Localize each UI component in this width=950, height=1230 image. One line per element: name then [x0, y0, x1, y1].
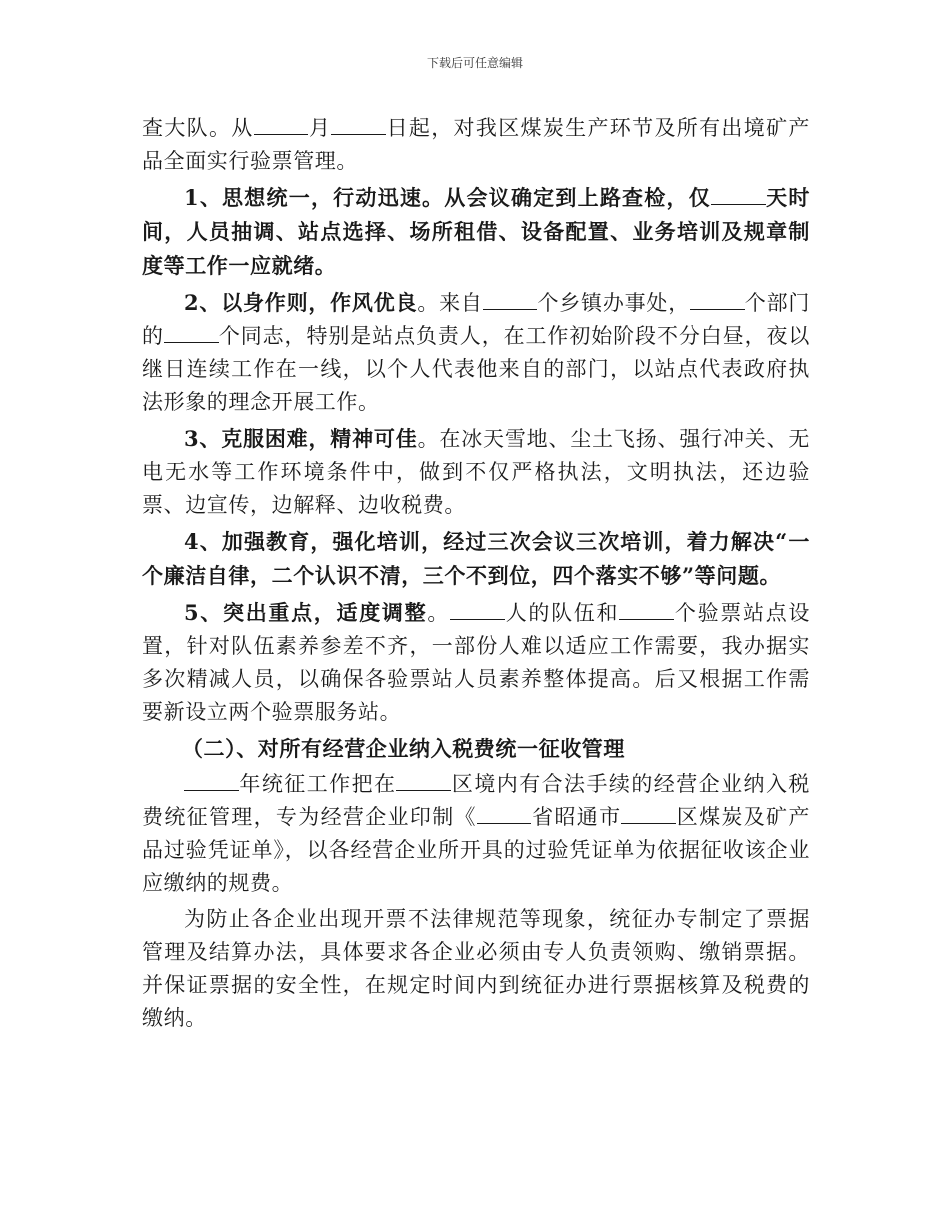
- paragraph-item-1: [142, 181, 810, 283]
- text-run: 查大队。从: [142, 116, 254, 140]
- paragraph-body-1: [142, 768, 810, 900]
- paragraph-continuation: [142, 112, 810, 178]
- text-run: 日起，对我区煤炭生产环节及所有出境矿产品全面实行验票管理。: [142, 116, 810, 173]
- blank-field: [690, 289, 745, 310]
- text-run: 为防止各企业出现开票不法律规范等现象，统征办专制定了票据管理及结算办法，具体要求各企业必须由专人负责领购、缴销票据。并保证票据的安全性，在规定时间内到统征办进行票据核算及税费的缴纳。: [142, 907, 810, 1030]
- text-run: 省昭通市: [531, 805, 622, 829]
- text-run: 年统征工作把在: [238, 772, 397, 796]
- text-run: 个乡镇办事处，: [537, 291, 691, 315]
- item-lead: 2、以身作则，作风优良: [184, 290, 418, 315]
- text-run: 。: [427, 601, 451, 625]
- blank-field: [164, 322, 219, 343]
- blank-field: [450, 599, 505, 620]
- text-run: 。来自: [417, 291, 483, 315]
- text-run: 1、思想统一，行动迅速。从会议确定到上路查检，仅: [184, 185, 711, 210]
- blank-field: [711, 184, 766, 205]
- blank-field: [477, 803, 532, 824]
- text-run: 区境内有合法手续的经营企业纳入税费统征管理，专为经营企业印制《: [142, 772, 810, 829]
- paragraph-body-2: [142, 903, 810, 1035]
- blank-field: [483, 289, 538, 310]
- text-run: 。在冰天雪地、尘土飞扬、强行冲关、无电无水等工作环境条件中，做到不仅严格执法，文明执法，还边验票、边宣传，边解释、边收税费。: [142, 427, 810, 517]
- paragraph-item-4: [142, 525, 810, 593]
- paragraph-item-2: [142, 286, 810, 419]
- item-lead: 3、克服困难，精神可佳: [184, 426, 418, 451]
- blank-field: [254, 114, 309, 135]
- text-run: 天时间，人员抽调、站点选择、场所租借、设备配置、业务培训及规章制度等工作一应就绪。: [142, 185, 810, 278]
- blank-field: [621, 803, 676, 824]
- text-run: 区煤炭及矿产品过验凭证单》，以各经营企业所开具的过验凭证单为依据征收该企业应缴纳的规费。: [142, 805, 810, 895]
- text-run: 人的队伍和: [504, 601, 620, 625]
- blank-field: [184, 770, 239, 791]
- item-lead: 5、突出重点，适度调整: [184, 600, 428, 625]
- blank-field: [396, 770, 451, 791]
- section-heading: （二）、对所有经营企业纳入税费统一征收管理: [181, 736, 625, 761]
- text-run: 个同志，特别是站点负责人，在工作初始阶段不分白昼，夜以继日连续工作在一线，以个人代表他来自的部门，以站点代表政府执法形象的理念开展工作。: [142, 324, 810, 414]
- text-run: 月: [308, 116, 332, 140]
- paragraph-item-5: [142, 596, 810, 729]
- blank-field: [331, 114, 386, 135]
- blank-field: [619, 599, 674, 620]
- paragraph-item-3: [142, 422, 810, 522]
- text-run: 个部门的: [142, 291, 810, 348]
- text-run: 4、加强教育，强化培训，经过三次会议三次培训，着力解决“一个廉洁自律，二个认识不清，三个不到位，四个落实不够”等问题。: [142, 529, 810, 588]
- document-body: [142, 112, 810, 1038]
- text-run: 个验票站点设置，针对队伍素养参差不齐，一部份人难以适应工作需要，我办据实多次精减人员，以确保各验票站人员素养整体提高。后又根据工作需要新设立两个验票服务站。: [142, 601, 810, 724]
- page-header: 下载后可任意编辑: [426, 56, 523, 70]
